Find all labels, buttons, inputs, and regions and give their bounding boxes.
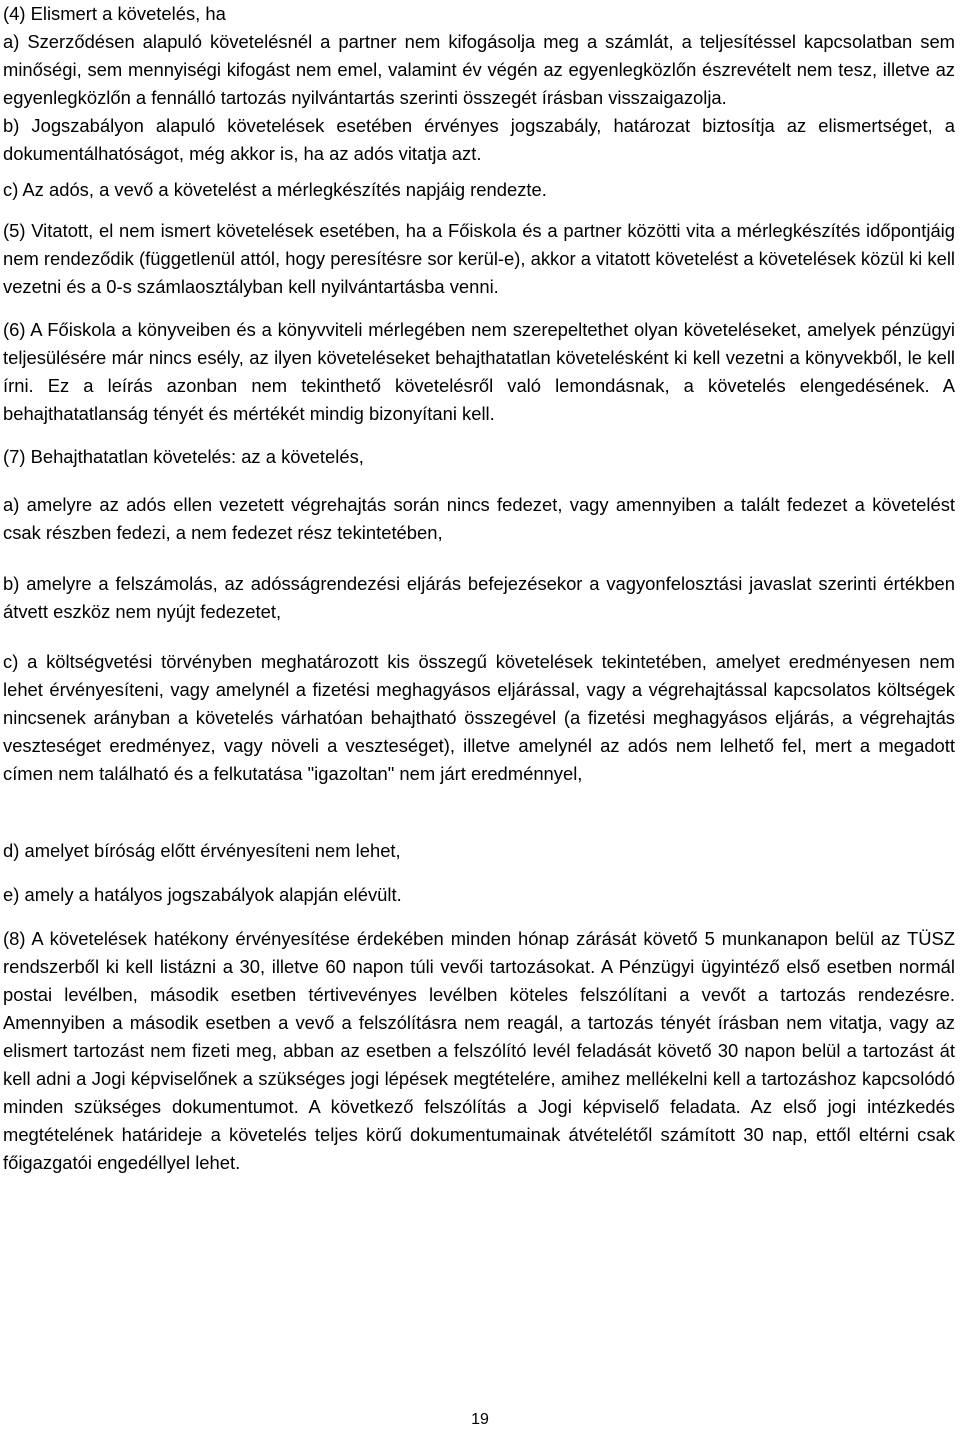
section-4-item-c: c) Az adós, a vevő a követelést a mérlegkészítés napjáig rendezte.	[3, 179, 547, 200]
section-8-paragraph: (8) A követelések hatékony érvényesítése érdekében minden hónap zárását követő 5 munkanapon belül az TÜSZ rendszerből ki kell listázni a 30, illetve 60 napon túli vevői tartozásokat. A Pénzügyi ügyintéző első esetben normál postai levélben, második esetben tértivevényes levélben köteles felszólítani a vevőt a tartozás rendezésre. Amennyiben a második esetben a vevő a felszólításra nem reagál, a tartozás tényét írásban nem vitatja, vagy az elismert tartozást nem fizeti meg, abban az esetben a felszólító levél feladását követő 30 napon belül a tartozást át kell adni a Jogi képviselőnek a szükséges jogi lépések megtételére, amihez mellékelni kell a tartozáshoz kapcsolódó minden szükséges dokumentumot. A következő felszólítás a Jogi képviselő feladata. Az első jogi intézkedés megtételének határideje a követelés teljes körű dokumentumainak átvételétől számított 30 nap, ettől eltérni csak főigazgatói engedéllyel lehet.	[3, 928, 955, 1173]
section-7-item-c: c) a költségvetési törvényben meghatározott kis összegű követelések tekintetében, amelyet eredményesen nem lehet érvényesíteni, vagy amelynél a fizetési meghagyásos eljárással, vagy a végrehajtással kapcsolatos költségek nincsenek arányban a követelés várhatóan behajtható összegével (a fizetési meghagyásos eljárás, a végrehajtás veszteséget eredményez, vagy növeli a veszteséget), illetve amelynél az adós nem lelhető fel, mert a megadott címen nem található és a felkutatása "igazoltan" nem járt eredménnyel,	[3, 651, 955, 784]
page-number: 19	[471, 1411, 489, 1428]
section-4-item-a: a) Szerződésen alapuló követelésnél a partner nem kifogásolja meg a számlát, a teljesítéssel kapcsolatban sem minőségi, sem mennyiségi kifogást nem emel, valamint év végén az egyenlegközlőn észrevételt nem tesz, illetve az egyenlegközlőn a fennálló tartozás nyilvántartás szerinti összegét írásban visszaigazolja.	[3, 31, 955, 108]
section-6-paragraph: (6) A Főiskola a könyveiben és a könyvviteli mérlegében nem szerepeltethet olyan követeléseket, amelyek pénzügyi teljesülésére már nincs esély, az ilyen követeléseket behajthatatlan követelésként ki kell vezetni a könyvekből, le kell írni. Ez a leírás azonban nem tekinthető követelésről való lemondásnak, a követelés elengedésének. A behajthatatlanság tényét és mértékét mindig bizonyítani kell.	[3, 319, 955, 424]
document-page	[3, 0, 955, 1177]
section-7-item-d: d) amelyet bíróság előtt érvényesíteni nem lehet,	[3, 840, 401, 861]
section-7-item-e: e) amely a hatályos jogszabályok alapján elévült.	[3, 884, 402, 905]
section-5-paragraph: (5) Vitatott, el nem ismert követelések esetében, ha a Főiskola és a partner közötti vita a mérlegkészítés időpontjáig nem rendeződik (függetlenül attól, hogy peresítésre sor kerül-e), akkor a vitatott követelést a követelések közül ki kell vezetni és a 0-s számlaosztályban kell nyilvántartásba venni.	[3, 220, 955, 297]
section-4-item-b: b) Jogszabályon alapuló követelések esetében érvényes jogszabály, határozat biztosítja az elismertséget, a dokumentálhatóságot, még akkor is, ha az adós vitatja azt.	[3, 115, 955, 164]
section-4-title: (4) Elismert a követelés, ha	[3, 3, 226, 24]
section-7-title: (7) Behajthatatlan követelés: az a követelés,	[3, 446, 364, 467]
section-7-item-b: b) amelyre a felszámolás, az adósságrendezési eljárás befejezésekor a vagyonfelosztási javaslat szerinti értékben átvett eszköz nem nyújt fedezetet,	[3, 573, 955, 622]
section-7-item-a: a) amelyre az adós ellen vezetett végrehajtás során nincs fedezet, vagy amennyiben a talált fedezet a követelést csak részben fedezi, a nem fedezet rész tekintetében,	[3, 494, 955, 543]
